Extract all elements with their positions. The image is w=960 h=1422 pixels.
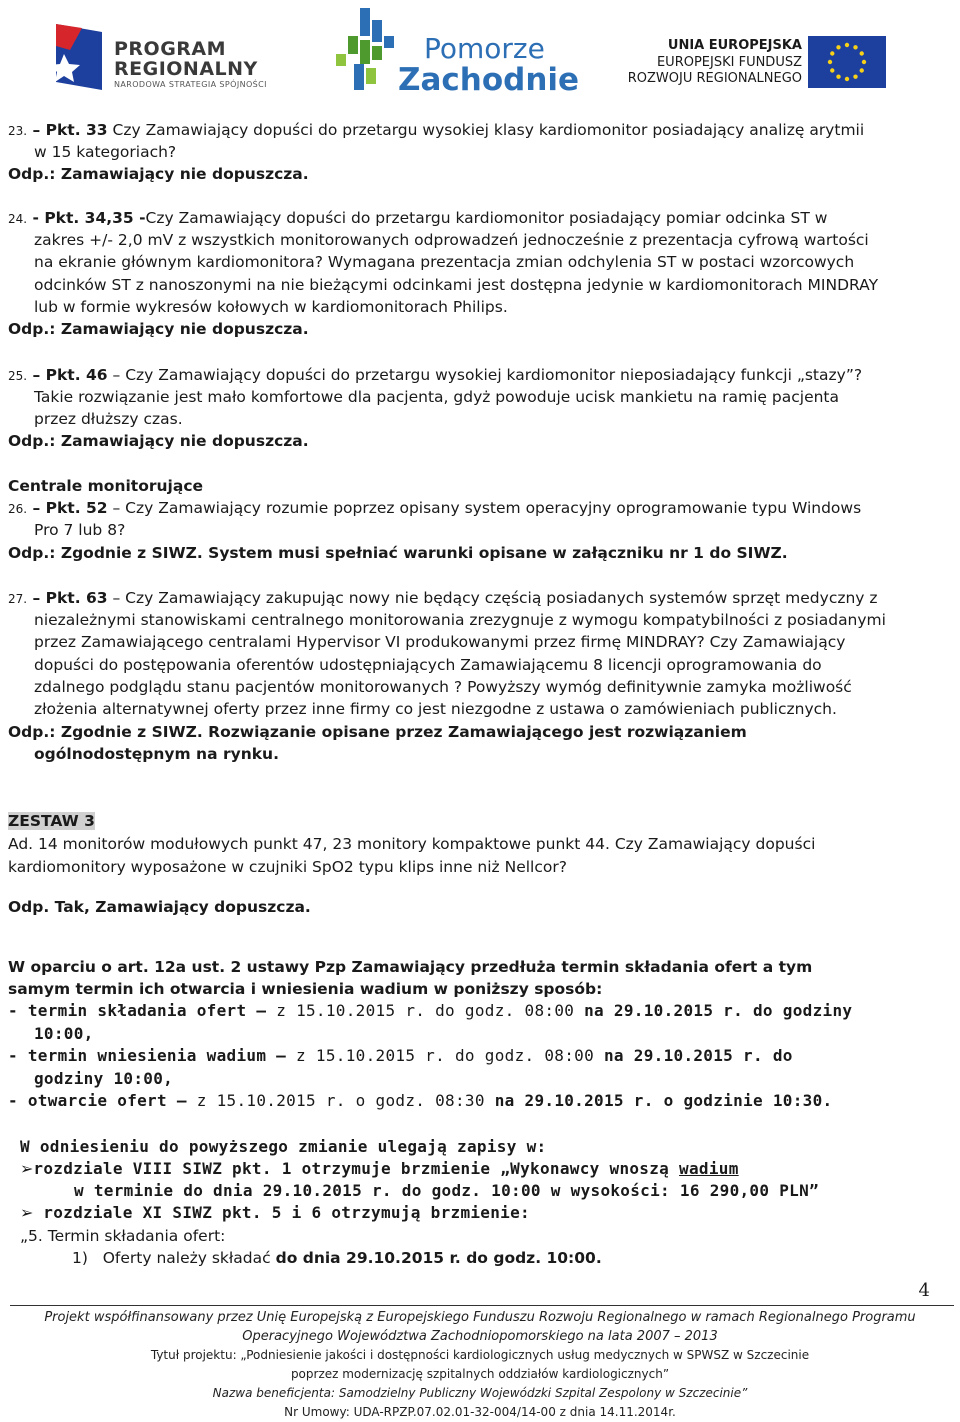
question-26-answer: Odp.: Zgodnie z SIWZ. System musi spełniać warunki opisane w załączniku nr 1 do SIWZ. xyxy=(8,544,788,562)
footer-line3: Tytuł projektu: „Podniesienie jakości i dostępności kardiologicznych usług medycznych w SPWSZ w Szczecinie xyxy=(150,1348,810,1362)
footer-divider xyxy=(10,1305,954,1306)
question-25-line3: przez dłuższy czas. xyxy=(34,410,183,428)
extension-line2: samym termin ich otwarcia i wniesienia wadium w poniższy sposób: xyxy=(8,980,603,998)
extension-item-opening: - otwarcie ofert – z 15.10.2015 r. o godz. 08:30 na 29.10.2015 r. o godzinie 10:30. xyxy=(8,1091,833,1110)
footer-line2: Operacyjnego Województwa Zachodniopomorskiego na lata 2007 – 2013 xyxy=(242,1329,718,1344)
question-24-line3: na ekranie głównym kardiomonitora? Wymagana prezentacja zmian odchylenia ST w postaci wzorcowych xyxy=(34,253,855,271)
question-25-line1: 25. – Pkt. 46 – Czy Zamawiający dopuści do przetargu wysokiej kardiomonitor nieposiadający funkcji „stazy”? xyxy=(8,366,863,384)
footer-line5: Nazwa beneficjenta: Samodzielny Publiczny Wojewódzki Szpital Zespolony w Szczecinie” xyxy=(212,1386,748,1400)
question-23-answer: Odp.: Zamawiający nie dopuszcza. xyxy=(8,165,309,183)
question-23-line2: w 15 kategoriach? xyxy=(34,143,177,161)
question-24-line1: 24. - Pkt. 34,35 -Czy Zamawiający dopuści do przetargu kardiomonitor posiadający pomiar odcinka ST w xyxy=(8,209,828,227)
footer-line1: Projekt współfinansowany przez Unię Europejską z Europejskiego Funduszu Rozwoju Regionalnego w ramach Regionalnego Programu xyxy=(44,1310,916,1325)
changes-bullet-1-cont: w terminie do dnia 29.10.2015 r. do godz. 10:00 w wysokości: 16 290,00 PLN” xyxy=(74,1181,819,1200)
extension-item-deposit: - termin wniesienia wadium – z 15.10.2015 r. do godz. 08:00 na 29.10.2015 r. do xyxy=(8,1046,793,1065)
pomorze-emblem-icon xyxy=(332,6,398,92)
eu-flag-icon xyxy=(808,36,886,88)
zestaw-line1: Ad. 14 monitorów modułowych punkt 47, 23 monitory kompaktowe punkt 44. Czy Zamawiający dopuści xyxy=(8,835,816,853)
question-27-answer-line2: ogólnodostępnym na rynku. xyxy=(34,745,279,763)
footer-line4: poprzez modernizację szpitalnych oddziałów kardiologicznych” xyxy=(290,1367,670,1381)
question-27-line3: przez Zamawiającego centralami Hypervisor VI produkowanymi przez firmę MINDRAY? Czy Zamawiający xyxy=(34,633,846,651)
arrow-bullet-icon: ➢ xyxy=(20,1159,34,1178)
question-24-line5: lub w formie wykresów kołowych w kardiomonitorach Philips. xyxy=(34,298,508,316)
arrow-bullet-icon: ➢ xyxy=(20,1203,34,1222)
question-24-line4: odcinków ST z nanoszonymi na nie bieżącymi odcinkami jest dostępna jedynie w kardiomonitorach MINDRAY xyxy=(34,276,879,294)
page-header xyxy=(0,0,960,100)
footer-line6: Nr Umowy: UDA-RPZP.07.02.01-32-004/14-00 z dnia 14.11.2014r. xyxy=(284,1405,676,1419)
eu-logo-line3: ROZWOJU REGIONALNEGO xyxy=(627,71,802,86)
extension-item-submission: - termin składania ofert – z 15.10.2015 r. do godz. 08:00 na 29.10.2015 r. do godziny xyxy=(8,1001,853,1020)
eu-fund-logo xyxy=(620,36,920,92)
question-27-answer-line1: Odp.: Zgodnie z SIWZ. Rozwiązanie opisane przez Zamawiającego jest rozwiązaniem xyxy=(8,723,747,741)
eu-star-icon xyxy=(853,45,857,49)
eu-star-icon xyxy=(836,45,840,49)
eu-star-icon xyxy=(836,75,840,79)
question-24-answer: Odp.: Zamawiający nie dopuszcza. xyxy=(8,320,309,338)
zestaw-line2: kardiomonitory wyposażone w czujniki SpO2 typu klips inne niż Nellcor? xyxy=(8,858,567,876)
eu-star-icon xyxy=(853,75,857,79)
eu-star-icon xyxy=(860,51,864,55)
question-27-line2: niezależnymi stanowiskami centralnego monitorowania zrezygnuje z wymogu kompatybilności z posiadanymi xyxy=(34,611,886,629)
changes-quote-heading: „5. Termin składania ofert: xyxy=(20,1227,226,1245)
eu-star-icon xyxy=(830,68,834,72)
question-27-line5: zdalnego podglądu stanu pacjentów monitorowanych ? Powyższy wymóg definitywnie zamyka możliwość xyxy=(34,678,852,696)
program-logo-line3: NARODOWA STRATEGIA SPÓJNOŚCI xyxy=(114,80,267,89)
page-footer xyxy=(0,1308,960,1422)
changes-quote-item: 1) Oferty należy składać do dnia 29.10.2015 r. do godz. 10:00. xyxy=(72,1249,602,1267)
question-24-line2: zakres +/- 2,0 mV z wszystkich monitorowanych odprowadzeń jednocześnie z prezentacja cyfrową wartości xyxy=(34,231,869,249)
pomorze-zachodnie-logo xyxy=(332,2,580,98)
zestaw-heading: ZESTAW 3 xyxy=(8,812,95,830)
eu-star-icon xyxy=(860,68,864,72)
question-26-line2: Pro 7 lub 8? xyxy=(34,521,126,539)
pomorze-logo-line1: Pomorze xyxy=(424,32,545,65)
program-logo-line1: PROGRAM xyxy=(114,38,227,60)
changes-bullet-1: ➢rozdziale VIII SIWZ pkt. 1 otrzymuje brzmienie „Wykonawcy wnoszą wadium xyxy=(20,1159,739,1178)
program-regionalny-logo xyxy=(52,20,282,94)
pomorze-logo-line2: Zachodnie xyxy=(398,62,580,98)
question-27-line6: złożenia alternatywnej oferty przez inne firmy co jest niezgodne z ustawa o zamówieniach publicznych. xyxy=(34,700,837,718)
changes-heading: W odniesieniu do powyższego zmianie ulegają zapisy w: xyxy=(20,1137,547,1156)
section-heading-centrale: Centrale monitorujące xyxy=(8,477,204,495)
eu-star-icon xyxy=(828,60,832,64)
eu-star-icon xyxy=(830,51,834,55)
question-26-line1: 26. – Pkt. 52 – Czy Zamawiający rozumie poprzez opisany system operacyjny oprogramowanie typu Windows xyxy=(8,499,862,517)
question-27-line4: dopuści do postępowania oferentów udostępniających Zamawiającemu 8 licencji oprogramowania do xyxy=(34,656,822,674)
eu-star-icon xyxy=(862,60,866,64)
eu-logo-line1: UNIA EUROPEJSKA xyxy=(667,38,802,53)
zestaw-answer: Odp. Tak, Zamawiający dopuszcza. xyxy=(8,898,311,916)
eu-logo-line2: EUROPEJSKI FUNDUSZ xyxy=(656,55,802,70)
question-27-line1: 27. – Pkt. 63 – Czy Zamawiający zakupując nowy nie będący częścią posiadanych systemów sprzęt medyczny z xyxy=(8,589,878,607)
eu-star-icon xyxy=(845,43,849,47)
eu-star-icon xyxy=(845,77,849,81)
program-flag-icon xyxy=(52,24,106,90)
extension-line1: W oparciu o art. 12a ust. 2 ustawy Pzp Zamawiający przedłuża termin składania ofert a tym xyxy=(8,958,813,976)
changes-bullet-2: ➢ rozdziale XI SIWZ pkt. 5 i 6 otrzymują brzmienie: xyxy=(20,1203,530,1222)
extension-item-submission-cont: 10:00, xyxy=(34,1024,94,1043)
question-25-line2: Takie rozwiązanie jest mało komfortowe dla pacjenta, gdyż powoduje ucisk mankietu na ramię pacjenta xyxy=(34,388,840,406)
program-logo-line2: REGIONALNY xyxy=(114,58,258,80)
question-23-line1: 23. – Pkt. 33 Czy Zamawiający dopuści do przetargu wysokiej klasy kardiomonitor posiadający analizę arytmii xyxy=(8,121,865,139)
extension-item-deposit-cont: godziny 10:00, xyxy=(34,1069,174,1088)
page-number: 4 xyxy=(918,1280,930,1301)
question-25-answer: Odp.: Zamawiający nie dopuszcza. xyxy=(8,432,309,450)
